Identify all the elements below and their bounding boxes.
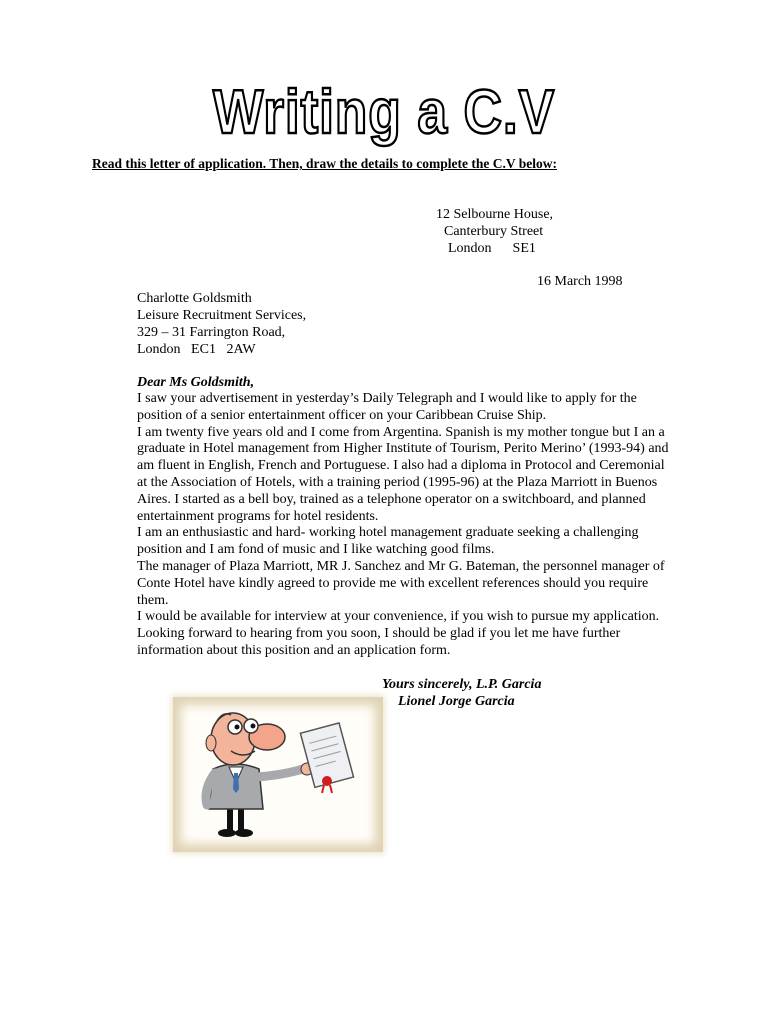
letter-body [137,391,677,660]
sender-address-line: Canterbury Street [444,224,544,239]
sender-address-line: London SE1 [448,241,536,256]
letter-paragraph: I would be available for interview at your convenience, if you wish to pursue my application. Looking forward to hearing from you soon, I should be glad if you let me have further information about this position and an application form. [137,609,660,658]
salutation: Dear Ms Goldsmith, [137,375,255,390]
instruction-text: Read this letter of application. Then, draw the details to complete the C.V below: [92,156,557,171]
letter-paragraph: I am twenty five years old and I come from Argentina. Spanish is my mother tongue but I an a graduate in Hotel management from Higher Institute of Tourism, Perito Merino’ (1993-94) and am fluent in English, French and Portuguese. I also had a diploma in Protocol and Ceremonial at the Association of Hotels, with a training period (1995-96) at the Plaza Marriott in Buenos Aires. I started as a bell boy, trained as a telephone operator on a switchboard, and planned entertainment programs for hotel residents. [137,424,669,524]
document-title: Writing a C.V [213,78,555,147]
sender-address-line: 12 Selbourne House, [436,207,554,222]
signature: Lionel Jorge Garcia [398,694,515,709]
letter-paragraph: I saw your advertisement in yesterday’s Daily Telegraph and I would like to apply for the position of a senior entertainment officer on your Caribbean Cruise Ship. [137,391,637,423]
recipient-line: Leisure Recruitment Services, [137,308,307,323]
cartoon-man-holding-diploma-icon [173,697,383,852]
cartoon-illustration [173,697,383,852]
recipient-line: 329 – 31 Farrington Road, [137,325,286,340]
letter-paragraph: The manager of Plaza Marriott, MR J. Sanchez and Mr G. Bateman, the personnel manager of Conte Hotel have kindly agreed to provide me with excellent references should you require them. [137,558,665,608]
recipient-line: London EC1 2AW [137,342,256,357]
letter-paragraph: I am an enthusiastic and hard- working hotel management graduate seeking a challenging position and I am fond of music and I like watching good films. [137,525,639,558]
recipient-line: Charlotte Goldsmith [137,291,252,306]
recipient-address [137,290,306,358]
closing: Yours sincerely, L.P. Garcia [382,677,542,692]
letter-date: 16 March 1998 [537,274,623,289]
